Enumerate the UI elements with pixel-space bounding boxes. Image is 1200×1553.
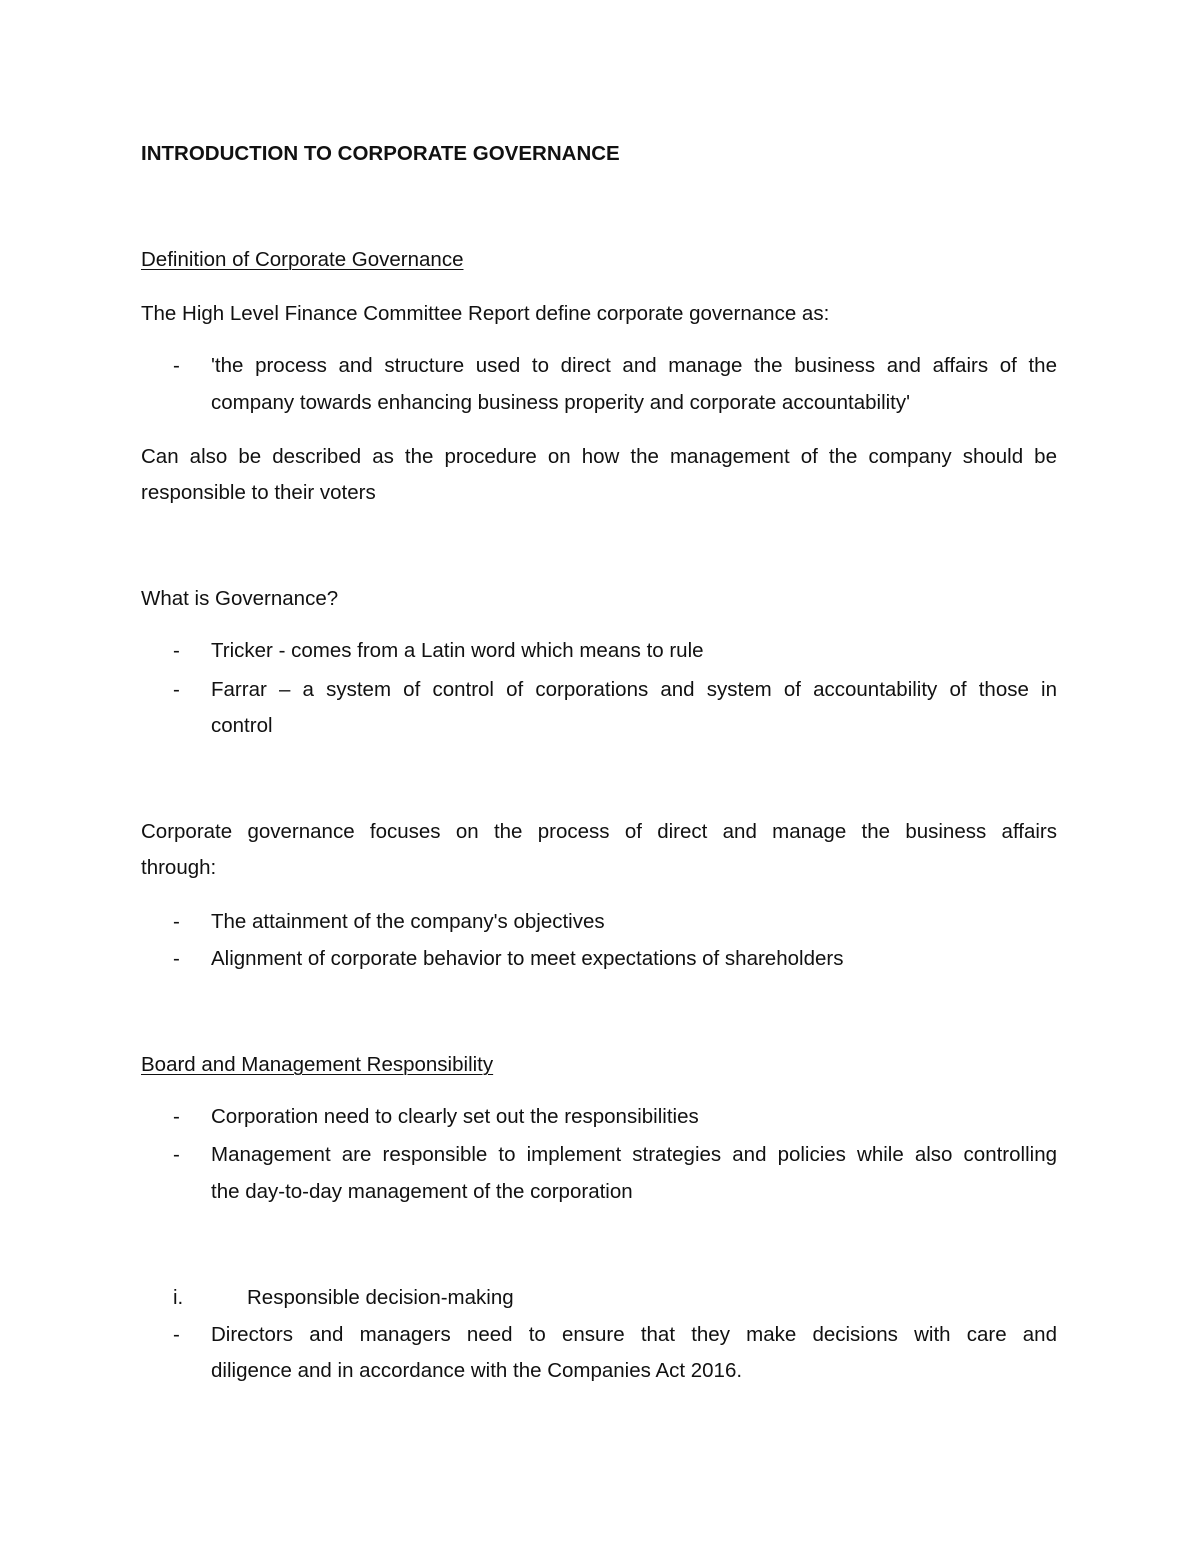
list-bullet: - [173, 639, 180, 662]
list-item-responsibilities: Corporation need to clearly set out the responsibilities [211, 1105, 699, 1128]
list-bullet: - [173, 1323, 180, 1346]
list-bullet: - [173, 947, 180, 970]
definition-intro: The High Level Finance Committee Report define corporate governance as: [141, 302, 830, 325]
list-item-farrar-line1: Farrar – a system of control of corporations and system of accountability of those in [211, 678, 1057, 701]
definition-quote-line2: company towards enhancing business properity and corporate accountability' [211, 391, 911, 414]
list-bullet: - [173, 1105, 180, 1128]
list-item-tricker: Tricker - comes from a Latin word which means to rule [211, 639, 704, 662]
focus-line1: Corporate governance focuses on the process of direct and manage the business affairs [141, 820, 1057, 843]
list-item-directors-line1: Directors and managers need to ensure that they make decisions with care and [211, 1323, 1057, 1346]
document-title: INTRODUCTION TO CORPORATE GOVERNANCE [141, 142, 620, 165]
list-item-directors-line2: diligence and in accordance with the Companies Act 2016. [211, 1359, 743, 1382]
also-described-line1: Can also be described as the procedure on how the management of the company should be [141, 445, 1057, 468]
focus-line2: through: [141, 856, 217, 879]
list-item-management-line2: the day-to-day management of the corporation [211, 1180, 633, 1203]
also-described-line2: responsible to their voters [141, 481, 376, 504]
list-item-objectives: The attainment of the company's objectives [211, 910, 605, 933]
list-bullet: - [173, 678, 180, 701]
roman-numeral-marker: i. [173, 1286, 184, 1309]
list-item-farrar-line2: control [211, 714, 273, 737]
list-item-alignment: Alignment of corporate behavior to meet expectations of shareholders [211, 947, 844, 970]
list-bullet: - [173, 910, 180, 933]
governance-question: What is Governance? [141, 587, 339, 610]
list-bullet: - [173, 354, 180, 377]
definition-quote-line1: 'the process and structure used to direct and manage the business and affairs of the [211, 354, 1057, 377]
definition-heading: Definition of Corporate Governance [141, 248, 464, 271]
board-heading: Board and Management Responsibility [141, 1053, 494, 1076]
roman-list-item: Responsible decision-making [247, 1286, 514, 1309]
list-item-management-line1: Management are responsible to implement strategies and policies while also controlling [211, 1143, 1057, 1166]
list-bullet: - [173, 1143, 180, 1166]
